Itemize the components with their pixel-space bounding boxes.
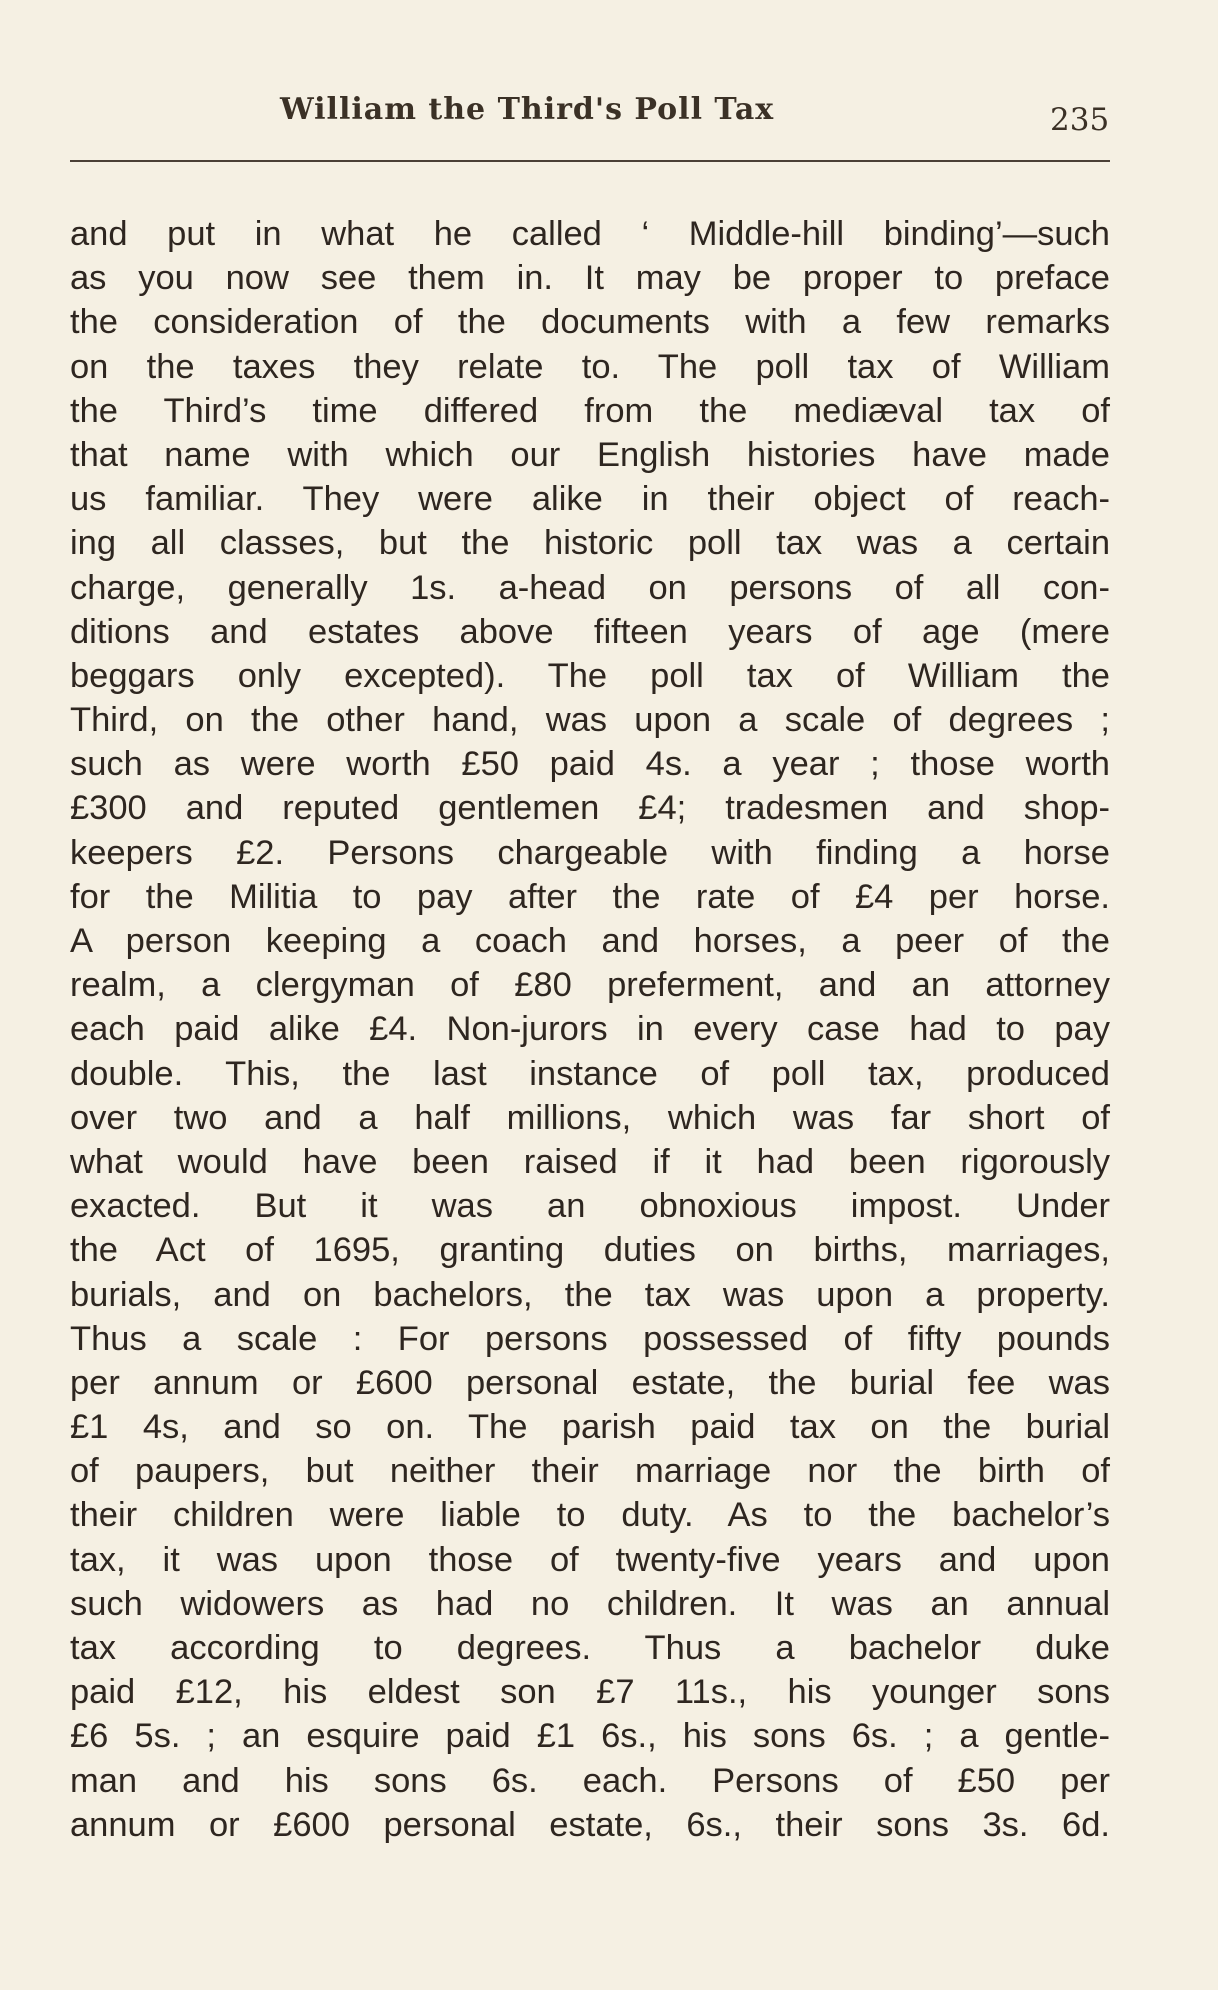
text-line: per annum or £600 personal estate, the burial fee was — [70, 1363, 1110, 1402]
text-line: double. This, the last instance of poll tax, produced — [70, 1054, 1110, 1093]
header-rule — [70, 160, 1110, 162]
text-line: of paupers, but neither their marriage nor the birth of — [70, 1452, 1110, 1491]
page-number: 235 — [1050, 102, 1110, 138]
text-line: tax according to degrees. Thus a bachelor duke — [70, 1629, 1110, 1667]
text-line: £1 4s, and so on. The parish paid tax on the burial — [70, 1408, 1110, 1447]
text-line: A person keeping a coach and horses, a peer of the — [70, 922, 1110, 960]
text-line: the consideration of the documents with a few remarks — [70, 303, 1110, 342]
text-line: paid £12, his eldest son £7 11s., his younger sons — [70, 1673, 1110, 1712]
text-line: beggars only excepted). The poll tax of William the — [70, 656, 1110, 695]
running-title: William the Third's Poll Tax — [280, 92, 775, 127]
text-line: annum or £600 personal estate, 6s., their sons 3s. 6d. — [70, 1805, 1110, 1844]
text-line: as you now see them in. It may be proper to preface — [70, 259, 1110, 298]
text-line: on the taxes they relate to. The poll tax of William — [70, 347, 1110, 386]
text-line: ing all classes, but the historic poll tax was a certain — [70, 524, 1110, 563]
text-line: and put in what he called ‘ Middle-hill binding’—such — [70, 215, 1110, 253]
body-text — [70, 212, 1110, 1847]
text-line: £300 and reputed gentlemen £4; tradesmen and shop- — [70, 789, 1110, 828]
text-line: over two and a half millions, which was far short of — [70, 1098, 1110, 1137]
text-line: burials, and on bachelors, the tax was upon a property. — [70, 1275, 1110, 1314]
text-line: £6 5s. ; an esquire paid £1 6s., his sons 6s. ; a gentle- — [70, 1717, 1110, 1756]
running-head — [0, 92, 1218, 152]
text-line: man and his sons 6s. each. Persons of £50 per — [70, 1761, 1110, 1800]
text-line: realm, a clergyman of £80 preferment, and an attorney — [70, 966, 1110, 1005]
text-line: such as were worth £50 paid 4s. a year ; those worth — [70, 745, 1110, 784]
text-line: the Act of 1695, granting duties on births, marriages, — [70, 1231, 1110, 1270]
text-line: us familiar. They were alike in their object of reach- — [70, 480, 1110, 519]
text-line: ditions and estates above fifteen years of age (mere — [70, 612, 1110, 651]
text-line: that name with which our English histories have made — [70, 435, 1110, 474]
text-line: tax, it was upon those of twenty-five years and upon — [70, 1540, 1110, 1579]
text-line: for the Militia to pay after the rate of £4 per horse. — [70, 877, 1110, 916]
text-line: keepers £2. Persons chargeable with finding a horse — [70, 833, 1110, 872]
text-line: Thus a scale : For persons possessed of fifty pounds — [70, 1319, 1110, 1358]
text-line: Third, on the other hand, was upon a scale of degrees ; — [70, 701, 1110, 740]
text-line: their children were liable to duty. As to the bachelor’s — [70, 1496, 1110, 1535]
text-line: charge, generally 1s. a-head on persons of all con- — [70, 568, 1110, 607]
text-line: exacted. But it was an obnoxious impost. Under — [70, 1187, 1110, 1226]
text-line: the Third’s time differed from the mediæval tax of — [70, 391, 1110, 430]
text-line: what would have been raised if it had been rigorously — [70, 1142, 1110, 1181]
text-line: each paid alike £4. Non-jurors in every case had to pay — [70, 1010, 1110, 1049]
text-line: such widowers as had no children. It was an annual — [70, 1584, 1110, 1623]
